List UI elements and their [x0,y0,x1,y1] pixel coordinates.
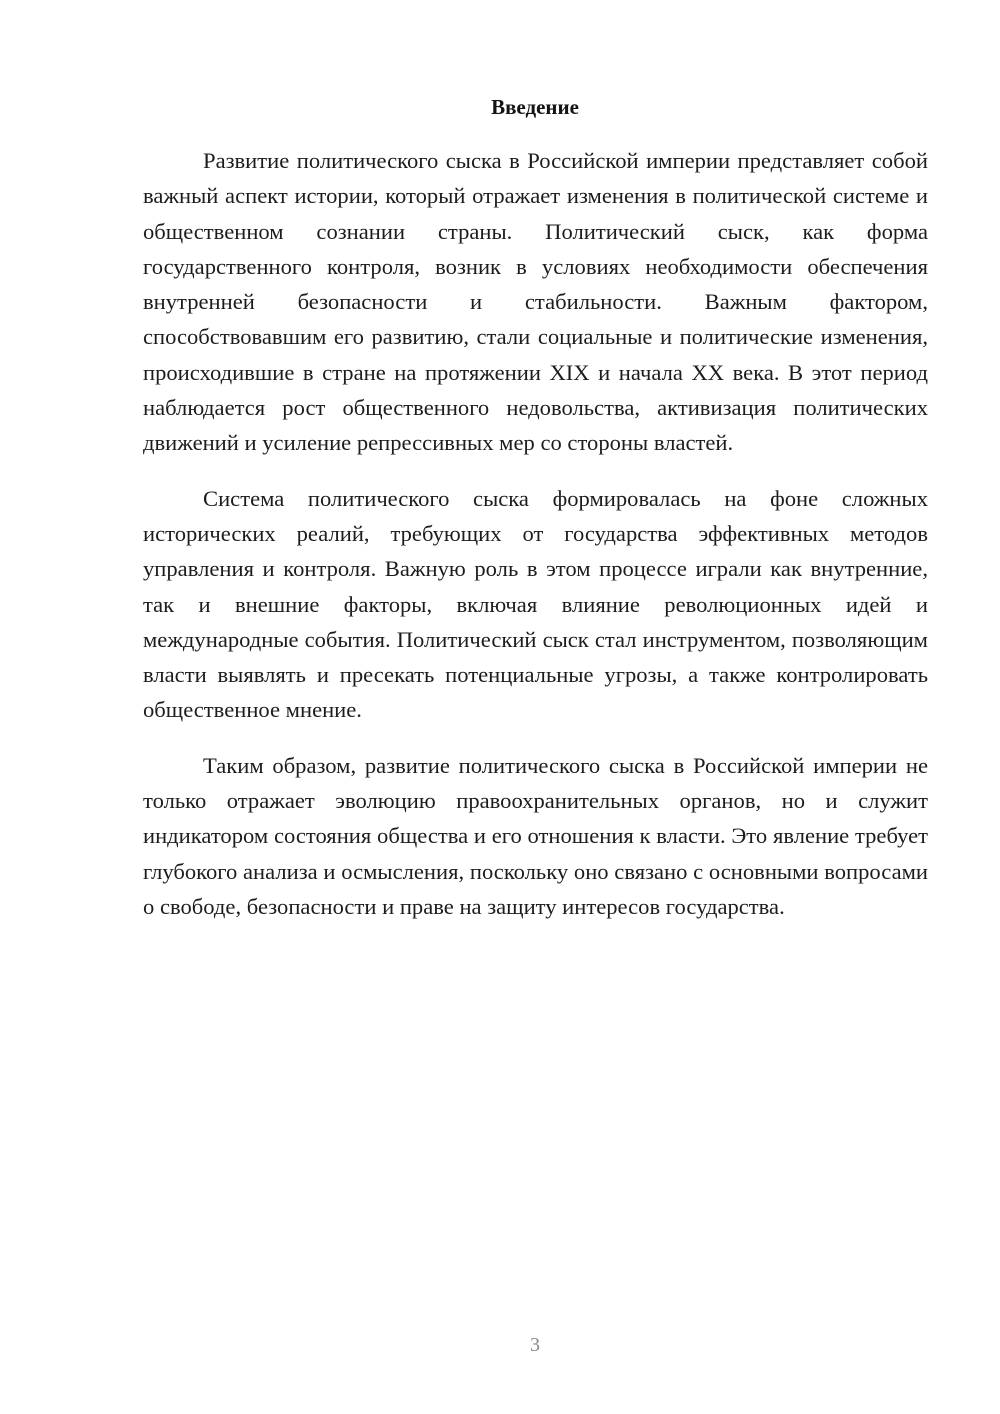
paragraph: Таким образом, развитие политического сыска в Российской империи не только отражает эволюцию правоохранительных органов, но и служит индикатором состояния общества и его отношения к власти. Это явление требует глубокого анализа и осмысления, поскольку оно связано с основными вопросами о свободе, безопасности и праве на защиту интересов государства. [143,752,928,919]
paragraph: Система политического сыска формировалась на фоне сложных исторических реалий, требующих от государства эффективных методов управления и контроля. Важную роль в этом процессе играли как внутренние, так и внешние факторы, включая влияние революционных идей и международные события. Политический сыск стал инструментом, позволяющим власти выявлять и пресекать потенциальные угрозы, а также контролировать общественное мнение. [143,485,928,723]
document-body [143,143,928,924]
section-heading: Введение [491,95,579,119]
paragraph: Развитие политического сыска в Российской империи представляет собой важный аспект истории, который отражает изменения в политической системе и общественном сознании страны. Политический сыск, как форма государственного контроля, возник в условиях необходимости обеспечения внутренней безопасности и стабильности. Важным фактором, способствовавшим его развитию, стали социальные и политические изменения, происходившие в стране на протяжении XIX и начала XX века. В этот период наблюдается рост общественного недовольства, активизация политических движений и усиление репрессивных мер со стороны властей. [143,148,928,456]
page-number: 3 [530,1334,540,1356]
